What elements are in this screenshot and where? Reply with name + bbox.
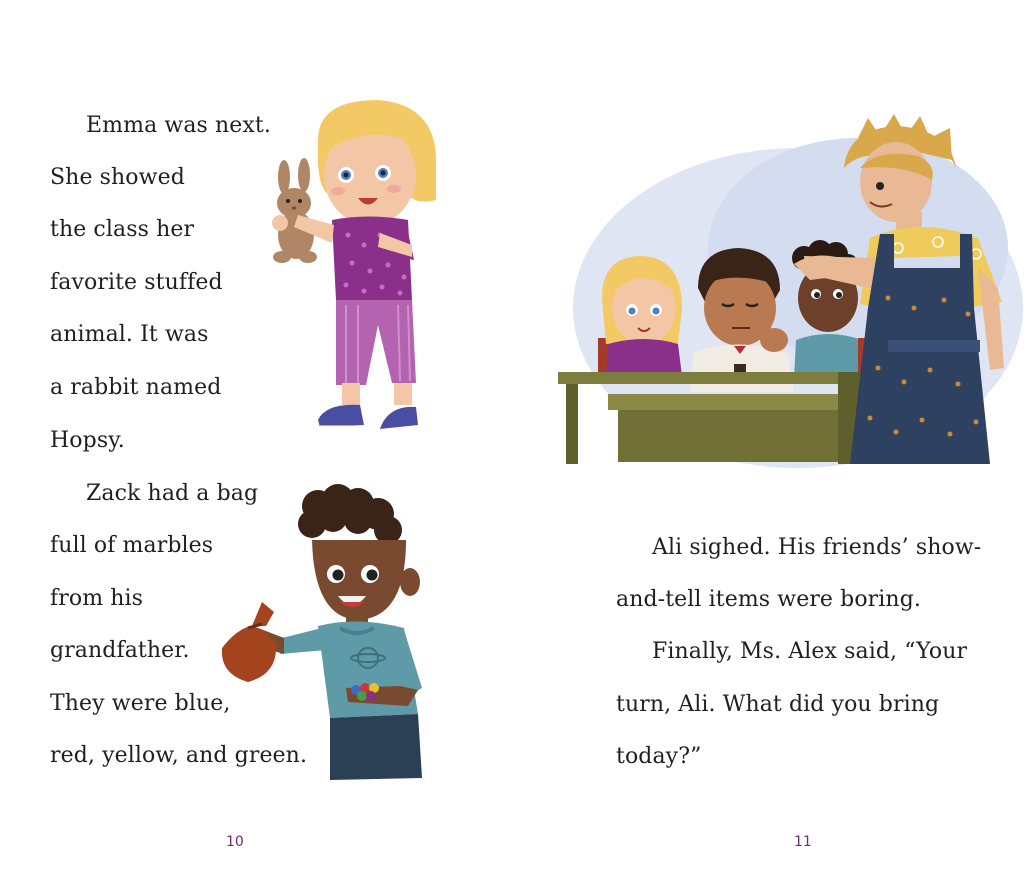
story-line: animal. It was — [50, 322, 209, 347]
page-number: 10 — [226, 834, 244, 850]
right-page — [512, 0, 1024, 896]
classroom-illustration — [558, 108, 1018, 478]
story-line: grandfather. — [50, 638, 190, 663]
story-line: They were blue, — [50, 691, 231, 716]
story-line: She showed — [50, 165, 185, 190]
story-line: and-tell items were boring. — [616, 587, 921, 612]
story-line: full of marbles — [50, 533, 214, 558]
story-line: the class her — [50, 217, 195, 242]
story-line: a rabbit named — [50, 375, 222, 400]
zack-illustration — [218, 478, 433, 780]
story-line: Ali sighed. His friends’ show- — [652, 535, 982, 560]
story-line: red, yellow, and green. — [50, 743, 308, 768]
story-line: Emma was next. — [86, 113, 271, 138]
emma-illustration — [268, 95, 448, 445]
story-line: Zack had a bag — [86, 481, 259, 506]
rabbit-toy — [273, 158, 317, 263]
story-line: turn, Ali. What did you bring — [616, 692, 940, 717]
story-line: today?” — [616, 744, 702, 769]
story-line: Hopsy. — [50, 428, 125, 453]
story-line: favorite stuffed — [50, 270, 223, 295]
story-line: Finally, Ms. Alex said, “Your — [652, 639, 968, 664]
page-number: 11 — [794, 834, 812, 850]
story-line: from his — [50, 586, 144, 611]
